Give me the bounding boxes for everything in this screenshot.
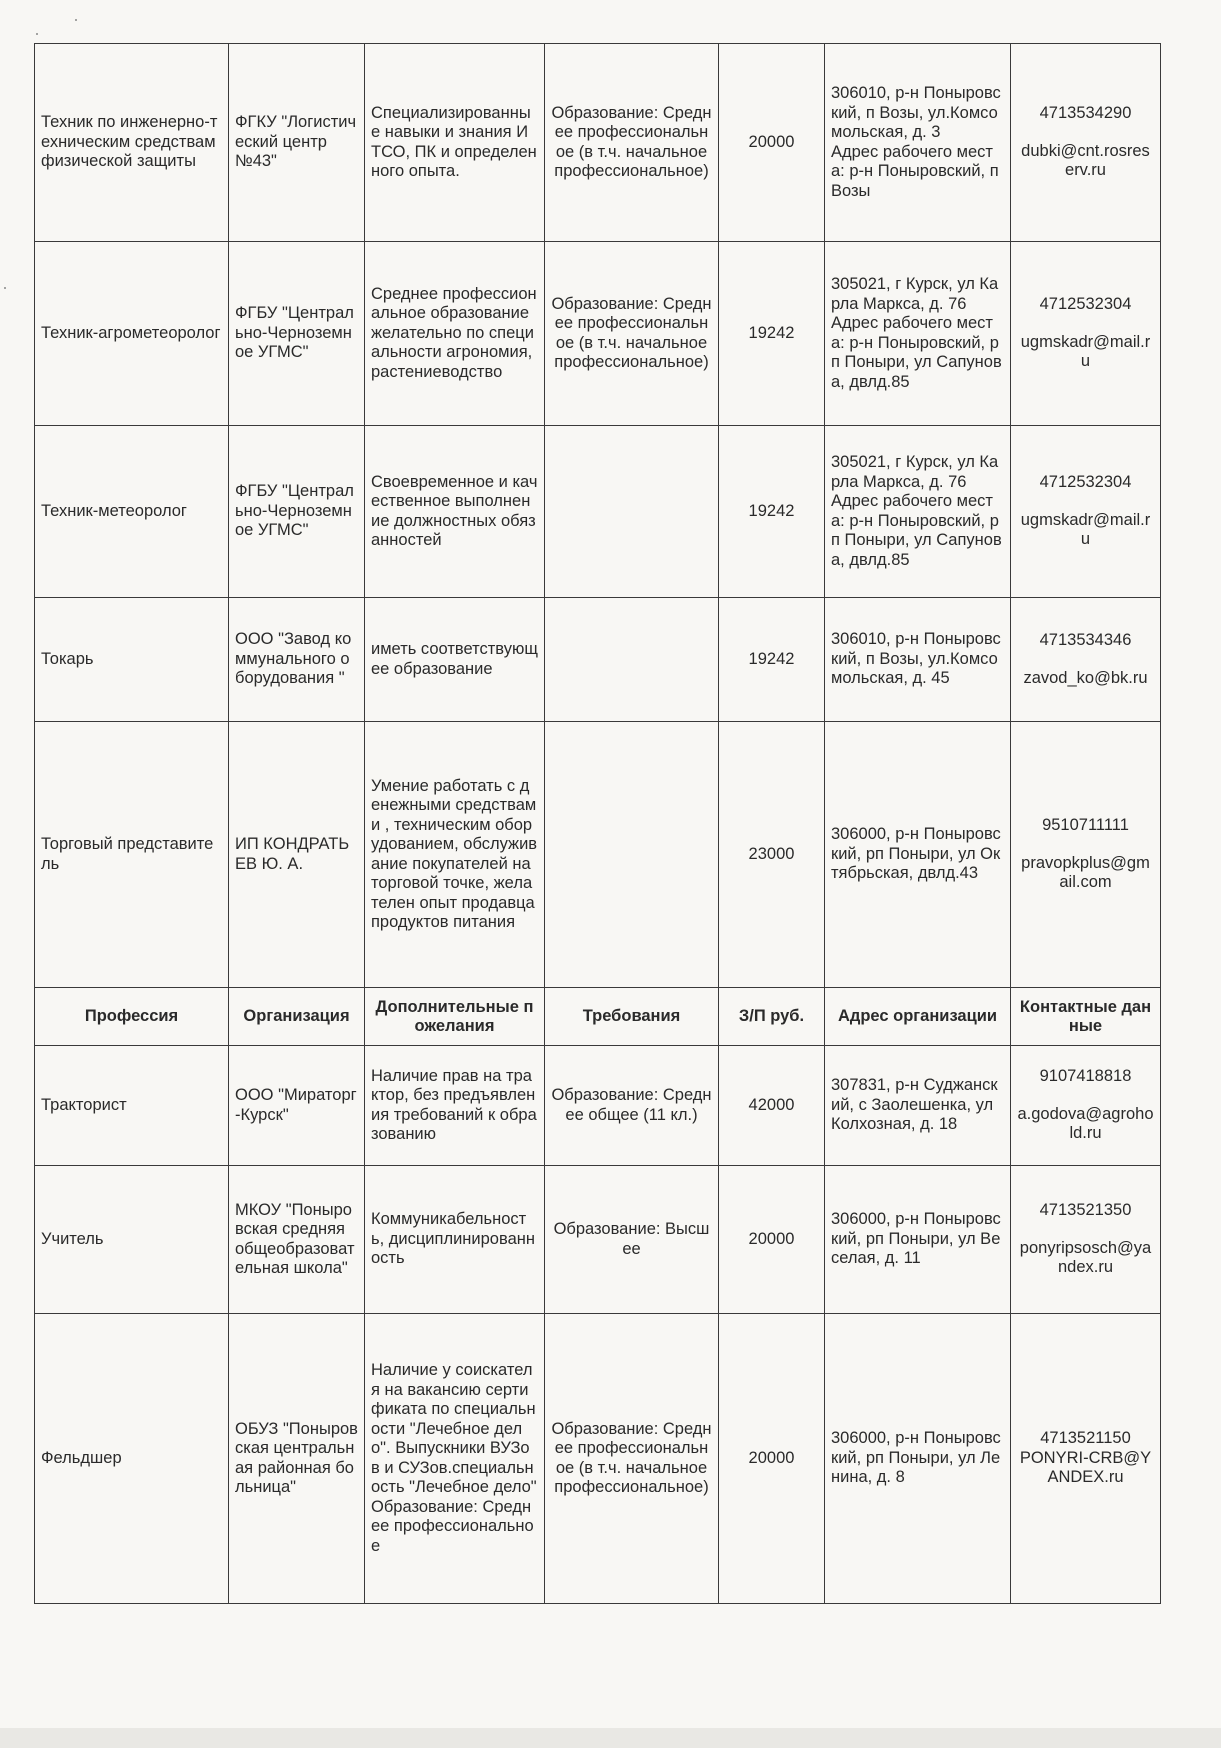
table-row — [35, 1046, 1161, 1166]
requirements-cell — [545, 426, 719, 598]
profession-cell — [35, 426, 229, 598]
address-cell-text: 306010, р-н Поныровский, п Возы, ул.Комсомольская, д. 3 Адрес рабочего места: р-н Поныровский, п Возы — [831, 84, 1001, 200]
wishes-cell — [365, 1166, 545, 1314]
contacts-cell — [1011, 722, 1161, 988]
organization-cell-text: ОБУЗ "Поныровская центральная районная больница" — [235, 1419, 358, 1496]
profession-cell — [35, 598, 229, 722]
requirements-cell-text: Образование: Среднее общее (11 кл.) — [551, 1086, 712, 1124]
contacts-cell — [1011, 44, 1161, 242]
requirements-cell-text: Образование: Среднее профессиональное (в т.ч. начальное профессиональное) — [551, 1419, 712, 1496]
organization-cell — [229, 722, 365, 988]
wishes-cell — [365, 44, 545, 242]
contact-email: a.godova@agrohold.ru — [1017, 1104, 1154, 1143]
salary-cell-text: 19242 — [748, 323, 795, 342]
vacancy-table — [34, 43, 1161, 1604]
contact-phone: 4712532304 — [1039, 295, 1132, 314]
profession-cell-text: Техник-агрометеоролог — [41, 323, 221, 342]
table-row — [35, 1166, 1161, 1314]
contact-email: PONYRI-CRB@YANDEX.ru — [1019, 1448, 1152, 1487]
organization-cell — [229, 598, 365, 722]
profession-cell — [35, 44, 229, 242]
profession-cell-text: Техник по инженерно-техническим средствам физической защиты — [41, 113, 218, 171]
header-address: Адрес организации — [825, 988, 1011, 1046]
organization-cell-text: ФГКУ "Логистический центр №43" — [235, 113, 357, 171]
requirements-cell — [545, 722, 719, 988]
contacts-cell — [1011, 242, 1161, 426]
table-row — [35, 722, 1161, 988]
requirements-cell — [545, 242, 719, 426]
contact-phone: 4713521150 — [1040, 1429, 1131, 1448]
address-cell — [825, 722, 1011, 988]
address-cell — [825, 1166, 1011, 1314]
salary-cell — [719, 426, 825, 598]
contact-phone: 4712532304 — [1039, 473, 1132, 492]
organization-cell — [229, 242, 365, 426]
vacancy-rows-bottom — [35, 1046, 1161, 1604]
contact-phone: 4713534290 — [1039, 104, 1132, 123]
wishes-cell — [365, 1314, 545, 1604]
contact-email: pravopkplus@gmail.com — [1021, 853, 1150, 892]
salary-cell — [719, 44, 825, 242]
contact-phone: 9510711111 — [1042, 816, 1129, 835]
address-cell-text: 305021, г Курск, ул Карла Маркса, д. 76 Адрес рабочего места: р-н Поныровский, рп Поныри, ул Сапунова, двлд.85 — [831, 453, 1002, 569]
wishes-cell — [365, 1046, 545, 1166]
profession-cell — [35, 1166, 229, 1314]
organization-cell-text: ИП КОНДРАТЬЕВ Ю. А. — [235, 835, 350, 873]
scan-speck — [75, 19, 77, 21]
salary-cell — [719, 242, 825, 426]
contact-email: ponyripsosch@yandex.ru — [1019, 1238, 1152, 1277]
header-contacts: Контактные данные — [1011, 988, 1161, 1046]
wishes-cell-text: Специализированные навыки и знания ИТСО, ПК и определенного опыта. — [371, 103, 537, 180]
address-cell-text: 306000, р-н Поныровский, рп Поныри, ул Октябрьская, двлд.43 — [831, 825, 1001, 883]
scan-speck — [36, 33, 38, 35]
requirements-cell-text: Образование: Среднее профессиональное (в т.ч. начальное профессиональное) — [551, 294, 712, 371]
salary-cell-text: 20000 — [748, 1448, 795, 1467]
contact-phone: 9107418818 — [1039, 1067, 1132, 1086]
address-cell — [825, 1046, 1011, 1166]
salary-cell — [719, 1166, 825, 1314]
wishes-cell — [365, 722, 545, 988]
table-row — [35, 242, 1161, 426]
contacts-cell — [1011, 1046, 1161, 1166]
wishes-cell — [365, 426, 545, 598]
address-cell — [825, 426, 1011, 598]
profession-cell-text: Техник-метеоролог — [41, 501, 187, 520]
address-cell-text: 307831, р-н Суджанский, с Заолешенка, ул Колхозная, д. 18 — [831, 1076, 998, 1134]
table-header — [35, 988, 1161, 1046]
wishes-cell-text: Среднее профессиональное образование желательно по специальности агрономия, растениеводство — [371, 284, 537, 381]
salary-cell — [719, 722, 825, 988]
vacancy-rows-top — [35, 44, 1161, 988]
address-cell — [825, 1314, 1011, 1604]
salary-cell — [719, 598, 825, 722]
scan-speck — [4, 287, 6, 289]
requirements-cell-text: Образование: Высшее — [553, 1220, 710, 1258]
address-cell-text: 306000, р-н Поныровский, рп Поныри, ул Ленина, д. 8 — [831, 1429, 1001, 1487]
salary-cell-text: 20000 — [748, 1229, 795, 1248]
organization-cell-text: ФГБУ "Центрально-Черноземное УГМС" — [235, 304, 354, 362]
wishes-cell-text: иметь соответствующее образование — [371, 640, 538, 678]
organization-cell — [229, 426, 365, 598]
contact-phone: 4713534346 — [1039, 631, 1132, 649]
contact-email: ugmskadr@mail.ru — [1020, 510, 1151, 549]
table-row — [35, 44, 1161, 242]
table-row — [35, 426, 1161, 598]
address-cell-text: 306000, р-н Поныровский, рп Поныри, ул Веселая, д. 11 — [831, 1210, 1001, 1268]
profession-cell — [35, 242, 229, 426]
wishes-cell-text: Наличие у соискателя на вакансию сертификата по специальности "Лечебное дело". Выпускники ВУЗов и СУЗов.специальность "Лечебное дело" Образование: Среднее профессиональное — [371, 1361, 537, 1555]
organization-cell — [229, 1166, 365, 1314]
requirements-cell — [545, 1046, 719, 1166]
profession-cell — [35, 1314, 229, 1604]
header-row — [35, 988, 1161, 1046]
contacts-cell — [1011, 598, 1161, 722]
organization-cell-text: ФГБУ "Центрально-Черноземное УГМС" — [235, 482, 354, 540]
address-cell — [825, 598, 1011, 722]
contact-phone: 4713521350 — [1039, 1201, 1132, 1220]
contacts-cell — [1011, 426, 1161, 598]
wishes-cell-text: Умение работать с денежными средствами , техническим оборудованием, обслуживание покупателей на торговой точке, желателен опыт продавца продуктов питания — [371, 776, 538, 931]
contact-email: ugmskadr@mail.ru — [1020, 332, 1151, 371]
requirements-cell — [545, 44, 719, 242]
requirements-cell-text: Образование: Среднее профессиональное (в т.ч. начальное профессиональное) — [551, 103, 712, 180]
requirements-cell — [545, 598, 719, 722]
salary-cell-text: 23000 — [748, 844, 795, 863]
contact-email: dubki@cnt.rosreserv.ru — [1021, 141, 1150, 180]
profession-cell-text: Учитель — [41, 1229, 104, 1248]
profession-cell-text: Фельдшер — [41, 1448, 122, 1467]
wishes-cell — [365, 598, 545, 722]
organization-cell-text: ООО "Завод коммунального оборудования " — [235, 630, 352, 688]
wishes-cell-text: Своевременное и качественное выполнение должностных обязанностей — [371, 472, 538, 549]
address-cell-text: 306010, р-н Поныровский, п Возы, ул.Комсомольская, д. 45 — [831, 630, 1001, 688]
profession-cell-text: Тракторист — [41, 1095, 127, 1114]
profession-cell — [35, 722, 229, 988]
salary-cell-text: 20000 — [748, 132, 795, 151]
requirements-cell — [545, 1314, 719, 1604]
table-row — [35, 1314, 1161, 1604]
organization-cell-text: ООО "Мираторг-Курск" — [235, 1086, 357, 1124]
wishes-cell-text: Наличие прав на трактор, без предъявления требований к образованию — [371, 1066, 537, 1143]
organization-cell — [229, 1314, 365, 1604]
header-salary: З/П руб. — [719, 988, 825, 1046]
profession-cell-text: Торговый представитель — [41, 835, 214, 873]
salary-cell — [719, 1314, 825, 1604]
address-cell — [825, 44, 1011, 242]
contacts-cell — [1011, 1314, 1161, 1604]
scan-edge — [0, 1728, 1221, 1748]
header-organization: Организация — [229, 988, 365, 1046]
header-profession: Профессия — [35, 988, 229, 1046]
organization-cell — [229, 1046, 365, 1166]
organization-cell — [229, 44, 365, 242]
salary-cell — [719, 1046, 825, 1166]
salary-cell-text: 19242 — [748, 649, 795, 668]
address-cell-text: 305021, г Курск, ул Карла Маркса, д. 76 Адрес рабочего места: р-н Поныровский, рп Поныри, ул Сапунова, двлд.85 — [831, 275, 1002, 391]
salary-cell-text: 42000 — [748, 1095, 795, 1114]
table-row — [35, 598, 1161, 722]
header-requirements: Требования — [545, 988, 719, 1046]
header-wishes: Дополнительные пожелания — [365, 988, 545, 1046]
wishes-cell-text: Коммуникабельность, дисциплинированность — [371, 1210, 535, 1268]
profession-cell — [35, 1046, 229, 1166]
profession-cell-text: Токарь — [41, 649, 94, 668]
salary-cell-text: 19242 — [748, 501, 795, 520]
wishes-cell — [365, 242, 545, 426]
contact-email: zavod_ko@bk.ru — [1023, 668, 1148, 687]
organization-cell-text: МКОУ "Поныровская средняя общеобразовательная школа" — [235, 1200, 355, 1277]
contacts-cell — [1011, 1166, 1161, 1314]
requirements-cell — [545, 1166, 719, 1314]
address-cell — [825, 242, 1011, 426]
